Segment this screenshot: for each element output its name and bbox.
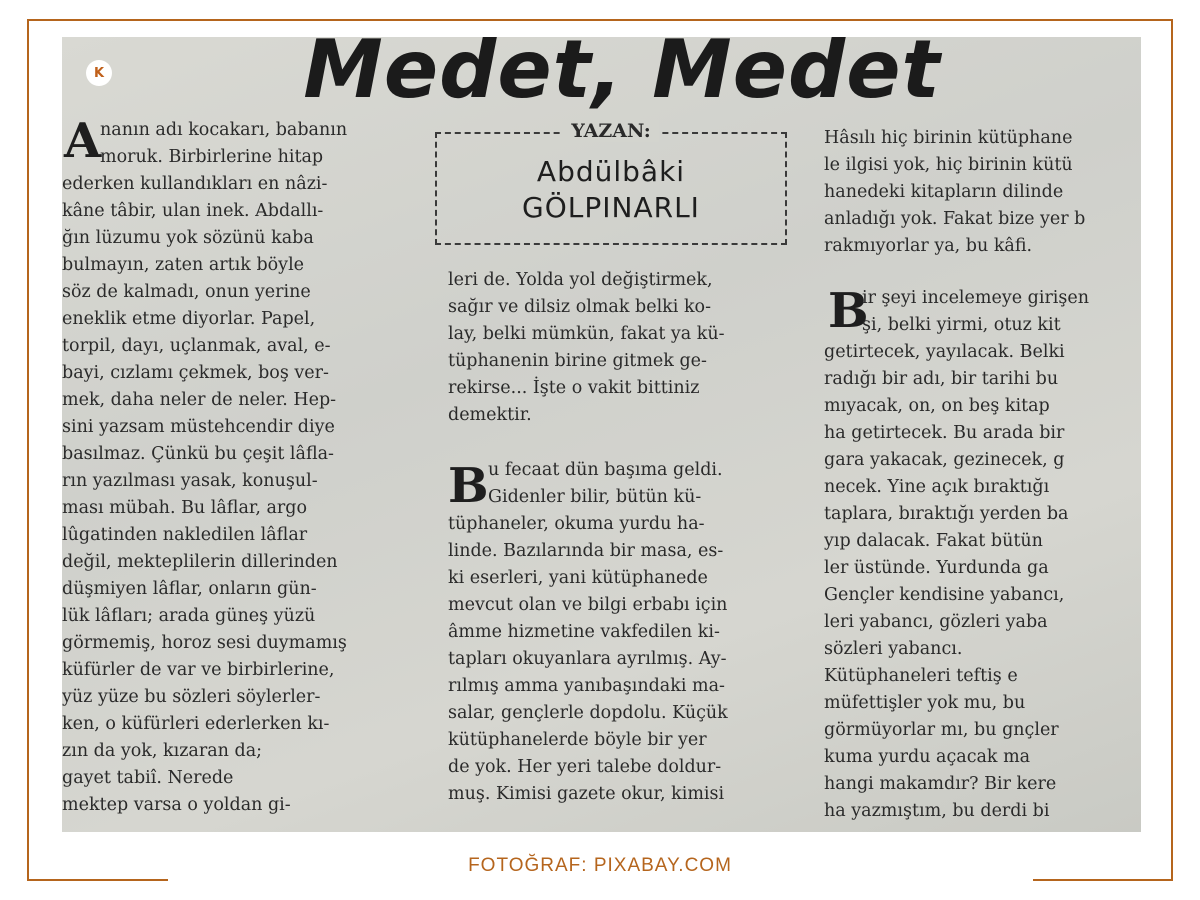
brand-logo-icon[interactable]: K — [86, 60, 112, 86]
byline-label: YAZAN: — [563, 120, 658, 142]
text-line: değil, mekteplilerin dillerinden — [62, 552, 338, 572]
text-line: ması mübah. Bu lâflar, argo — [62, 498, 307, 518]
text-line: görmüyorlar mı, bu gnçler — [824, 720, 1059, 740]
column-2-bottom-text — [448, 457, 808, 808]
text-line: demektir. — [448, 405, 532, 425]
frame-bottom-left-rule — [27, 879, 168, 881]
text-line: görmemiş, horoz sesi duymamış — [62, 633, 347, 653]
text-line: yüz yüze bu sözleri söylerler- — [62, 687, 321, 707]
text-line: sini yazsam müstehcendir diye — [62, 417, 335, 437]
text-line: de yok. Her yeri talebe doldur- — [448, 757, 722, 777]
text-line: lük lâfları; arada güneş yüzü — [62, 606, 316, 626]
text-line: radığı bir adı, bir tarihi bu — [824, 369, 1059, 389]
article-headline: Medet, Medet — [303, 37, 941, 116]
text-line: Kütüphaneleri teftiş e — [824, 666, 1018, 686]
text-line: ir şeyi incelemeye girişen — [862, 288, 1090, 308]
text-line: sağır ve dilsiz olmak belki ko- — [448, 297, 712, 317]
text-line: ki eserleri, yani kütüphanede — [448, 568, 708, 588]
dropcap-b-col2: B — [448, 458, 489, 514]
text-line: yıp dalacak. Fakat bütün — [824, 531, 1043, 551]
newspaper-photo — [62, 37, 1141, 832]
text-line: u fecaat dün başıma geldi. — [488, 460, 723, 480]
text-line: necek. Yine açık bıraktığı — [824, 477, 1050, 497]
text-line: linde. Bazılarında bir masa, es- — [448, 541, 724, 561]
text-line: bayi, cızlamı çekmek, boş ver- — [62, 363, 329, 383]
text-line: kuma yurdu açacak ma — [824, 747, 1031, 767]
text-line: taplara, bıraktığı yerden ba — [824, 504, 1069, 524]
column-3-top-text — [824, 125, 1141, 260]
text-line: leri de. Yolda yol değiştirmek, — [448, 270, 713, 290]
text-line: mıyacak, on, on beş kitap — [824, 396, 1050, 416]
text-line: ederken kullandıkları en nâzi- — [62, 174, 328, 194]
column-1-text — [62, 113, 412, 819]
column-3-bottom-text — [824, 285, 1141, 825]
text-line: şi, belki yirmi, otuz kit — [862, 315, 1061, 335]
text-line: nanın adı kocakarı, babanın — [100, 120, 348, 140]
text-line: lûgatinden nakledilen lâflar — [62, 525, 308, 545]
text-line: sözleri yabancı. — [824, 639, 963, 659]
text-line: leri yabancı, gözleri yaba — [824, 612, 1048, 632]
text-line: müfettişler yok mu, bu — [824, 693, 1026, 713]
text-line: rekirse... İşte o vakit bittiniz — [448, 378, 700, 398]
photo-credit: FOTOĞRAF: PIXABAY.COM — [468, 855, 732, 876]
text-line: rakmıyorlar ya, bu kâfi. — [824, 236, 1033, 256]
text-line: gara yakacak, gezinecek, g — [824, 450, 1065, 470]
text-line: salar, gençlerle dopdolu. Küçük — [448, 703, 728, 723]
text-line: tapları okuyanlara ayrılmış. Ay- — [448, 649, 727, 669]
text-line: kâne tâbir, ulan inek. Abdallı- — [62, 201, 324, 221]
text-line: Hâsılı hiç birinin kütüphane — [824, 128, 1073, 148]
text-line: ha getirtecek. Bu arada bir — [824, 423, 1065, 443]
text-line: tüphanenin birine gitmek ge- — [448, 351, 707, 371]
text-line: mek, daha neler de neler. Hep- — [62, 390, 337, 410]
text-line: ler üstünde. Yurdunda ga — [824, 558, 1049, 578]
text-line: getirtecek, yayılacak. Belki — [824, 342, 1065, 362]
text-line: torpil, dayı, uçlanmak, aval, e- — [62, 336, 331, 356]
text-line: ha yazmıştım, bu derdi bi — [824, 801, 1050, 821]
text-line: rın yazılması yasak, konuşul- — [62, 471, 318, 491]
text-line: mektep varsa o yoldan gi- — [62, 795, 291, 815]
text-line: düşmiyen lâflar, onların gün- — [62, 579, 317, 599]
text-line: tüphaneler, okuma yurdu ha- — [448, 514, 705, 534]
text-line: eneklik etme diyorlar. Papel, — [62, 309, 316, 329]
text-line: hanedeki kitapların dilinde — [824, 182, 1064, 202]
text-line: söz de kalmadı, onun yerine — [62, 282, 311, 302]
author-first-name: Abdülbâki — [536, 155, 686, 188]
text-line: bulmayın, zaten artık böyle — [62, 255, 305, 275]
text-line: gayet tabiî. Nerede — [62, 768, 234, 788]
text-line: lay, belki mümkün, fakat ya kü- — [448, 324, 725, 344]
text-line: ken, o küfürleri ederlerken kı- — [62, 714, 330, 734]
column-2-top-text — [448, 267, 808, 429]
dropcap-a: A — [64, 113, 102, 169]
author-surname: GÖLPINARLI — [522, 191, 700, 224]
author-byline-box — [435, 120, 787, 245]
text-line: Gençler kendisine yabancı, — [824, 585, 1065, 605]
text-line: rılmış amma yanıbaşındaki ma- — [448, 676, 725, 696]
text-line: Gidenler bilir, bütün kü- — [488, 487, 702, 507]
dropcap-b-col3: B — [828, 283, 869, 339]
text-line: moruk. Birbirlerine hitap — [100, 147, 324, 167]
text-line: küfürler de var ve birbirlerine, — [62, 660, 335, 680]
frame-bottom-right-rule — [1033, 879, 1173, 881]
text-line: ğın lüzumu yok sözünü kaba — [62, 228, 314, 248]
text-line: muş. Kimisi gazete okur, kimisi — [448, 784, 725, 804]
text-line: basılmaz. Çünkü bu çeşit lâfla- — [62, 444, 334, 464]
text-line: âmme hizmetine vakfedilen ki- — [448, 622, 720, 642]
text-line: anladığı yok. Fakat bize yer b — [824, 209, 1086, 229]
text-line: hangi makamdır? Bir kere — [824, 774, 1057, 794]
text-line: kütüphanelerde böyle bir yer — [448, 730, 707, 750]
text-line: le ilgisi yok, hiç birinin kütü — [824, 155, 1073, 175]
text-line: mevcut olan ve bilgi erbabı için — [448, 595, 728, 615]
text-line: zın da yok, kızaran da; — [62, 741, 263, 761]
